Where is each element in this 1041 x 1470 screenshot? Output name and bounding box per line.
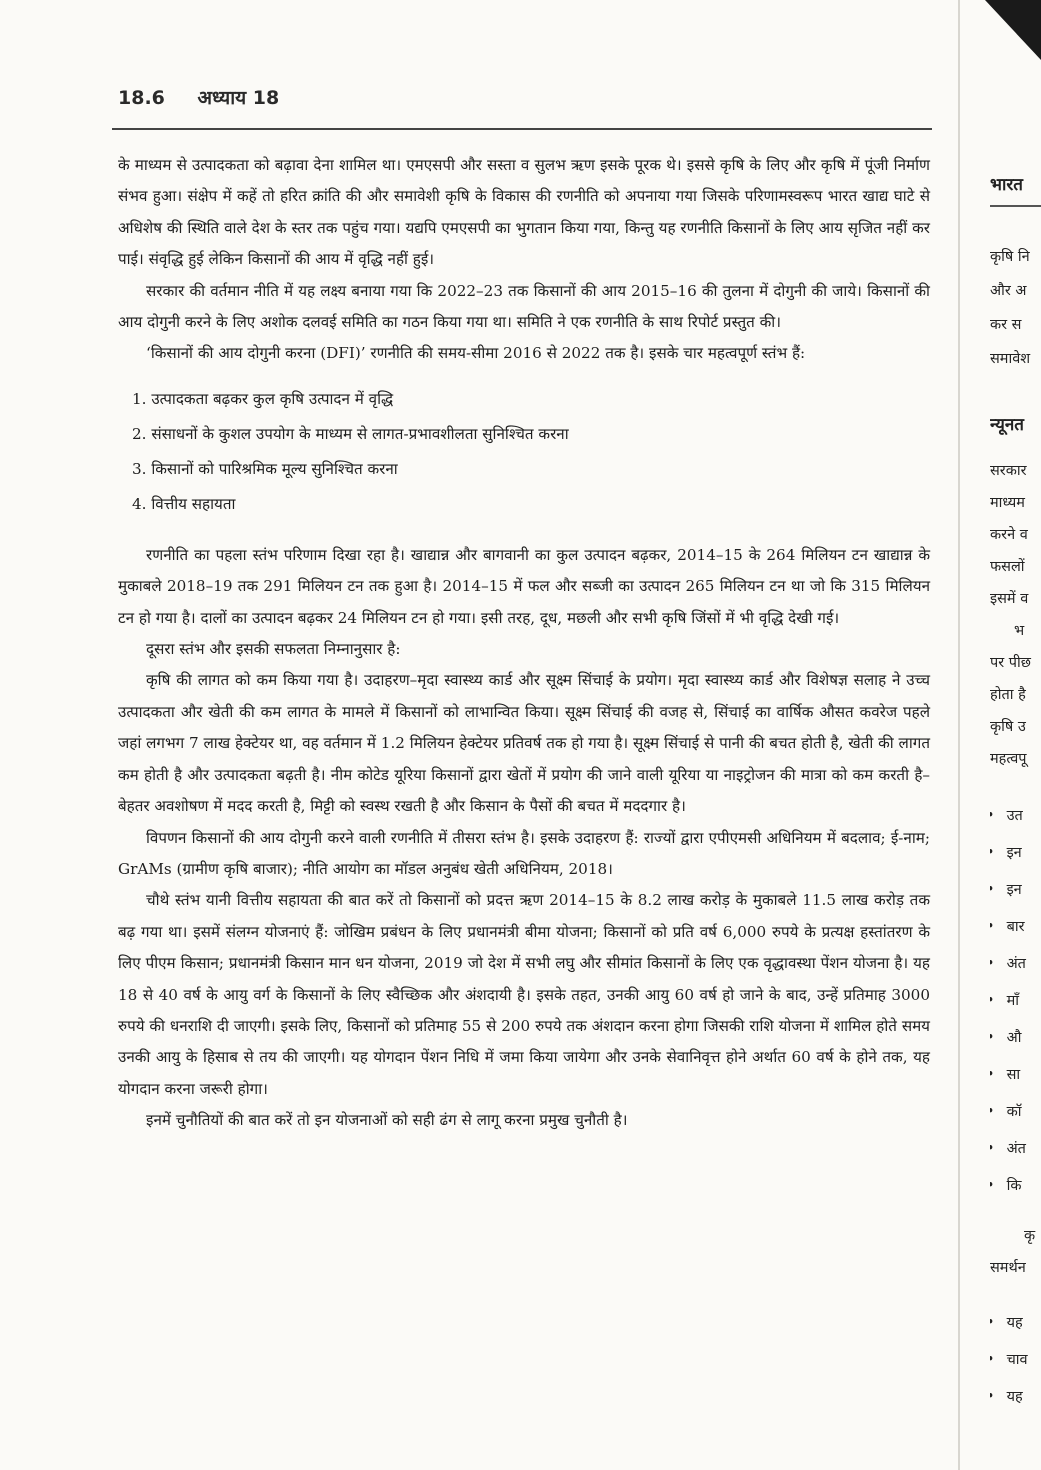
side-line: समावेश: [990, 351, 1031, 367]
paragraph: विपणन किसानों की आय दोगुनी करने वाली रणनीति में तीसरा स्तंभ है। इसके उदाहरण हैं: राज्यों द्वारा एपीएमसी अधिनियम में बदलाव; ई-नाम; GrAMs (ग्रामीण कृषि बाजार); नीति आयोग का मॉडल अनुबंध खेती अधिनियम, 2018।: [118, 828, 930, 878]
list-item: 2. संसाधनों के कुशल उपयोग के माध्यम से लागत-प्रभावशीलता सुनिश्चित करना: [132, 424, 569, 443]
paragraph: कृषि की लागत को कम किया गया है। उदाहरण–मृदा स्वास्थ्य कार्ड और सूक्ष्म सिंचाई के प्रयोग। मृदा स्वास्थ्य कार्ड और विशेषज्ञ सलाह ने उच्च उत्पादकता और खेती की कम लागत के मामले में किसानों को लाभान्वित किया। सूक्ष्म सिंचाई की वजह से, सिंचाई का वार्षिक औसत कवरेज पहले जहां लगभग 7 लाख हेक्टेयर था, वह वर्तमान में 1.2 मिलियन हेक्टेयर प्रतिवर्ष तक हो गया है। सूक्ष्म सिंचाई से पानी की बचत होती है, खेती की लागत कम होती है और उत्पादकता बढ़ती है। नीम कोटेड यूरिया किसानों द्वारा खेतों में प्रयोग की जाने वाली यूरिया या नाइट्रोजन की मात्रा को कम करती है–बेहतर अवशोषण में मदद करती है, मिट्टी को स्वस्थ रखती है और किसान के पैसों की बचत में मददगार है।: [118, 671, 930, 816]
side-line: कृ: [1024, 1228, 1036, 1244]
side-line: सरकार: [990, 463, 1027, 479]
side-line: फसलों: [990, 559, 1025, 575]
side-line: कर स: [990, 317, 1022, 333]
side-bullet: • बार: [990, 916, 1025, 936]
paragraph: सरकार की वर्तमान नीति में यह लक्ष्य बनाया गया कि 2022–23 तक किसानों की आय 2015–16 की तुलना में दोगुनी की जाये। किसानों की आय दोगुनी करने के लिए अशोक दलवई समिति का गठन किया गया था। समिति ने एक रणनीति के साथ रिपोर्ट प्रस्तुत की।: [118, 281, 930, 332]
side-bullet: • इन: [990, 879, 1022, 899]
side-line: कृषि नि: [990, 249, 1030, 265]
page-gutter: [958, 0, 960, 1470]
pillar-list: [118, 382, 930, 522]
page-header: [118, 84, 279, 110]
side-line: करने व: [990, 527, 1028, 543]
side-bullet: • चाव: [990, 1349, 1028, 1369]
side-line: महत्वपू: [990, 751, 1027, 767]
side-line: और अ: [990, 283, 1027, 299]
paragraph: चौथे स्तंभ यानी वित्तीय सहायता की बात करें तो किसानों को प्रदत्त ऋण 2014–15 के 8.2 लाख करोड़ के मुकाबले 11.5 लाख करोड़ तक बढ़ गया था। इसमें संलग्न योजनाएं हैं: जोखिम प्रबंधन के लिए प्रधानमंत्री बीमा योजना; किसानों को प्रति वर्ष 6,000 रुपये के प्रत्यक्ष हस्तांतरण के लिए पीएम किसान; प्रधानमंत्री किसान मान धन योजना, 2019 जो देश में सभी लघु और सीमांत किसानों के लिए एक वृद्धावस्था पेंशन योजना है। यह 18 से 40 वर्ष के आयु वर्ग के किसानों के लिए स्वैच्छिक और अंशदायी है। इसके तहत, उनकी आयु 60 वर्ष हो जाने के बाद, उन्हें प्रतिमाह 3000 रुपये की धनराशि दी जाएगी। इसके लिए, किसानों को प्रतिमाह 55 से 200 रुपये तक अंशदान करना होगा जिसकी राशि योजना में शामिल होते समय उनकी आयु के हिसाब से तय की जाएगी। यह योगदान पेंशन निधि में जमा किया जायेगा और उनके सेवानिवृत्त होने अर्थात 60 वर्ष के होने तक, यह योगदान करना जरूरी होगा।: [118, 891, 930, 1098]
side-line: इसमें व: [990, 591, 1029, 607]
paragraph: दूसरा स्तंभ और इसकी सफलता निम्नानुसार है:: [146, 640, 401, 659]
side-bullet: • अंत: [990, 1138, 1026, 1158]
side-line: कृषि उ: [990, 719, 1026, 735]
page-number: 18.6: [118, 87, 165, 109]
side-heading-rule: [990, 205, 1041, 207]
side-bullet: • कॉ: [990, 1101, 1021, 1121]
side-bullet: • कि: [990, 1175, 1021, 1195]
side-line: पर पीछ: [990, 655, 1031, 671]
main-column: [118, 150, 930, 1137]
list-item: 3. किसानों को पारिश्रमिक मूल्य सुनिश्चित करना: [132, 459, 398, 478]
paragraph: के माध्यम से उत्पादकता को बढ़ावा देना शामिल था। एमएसपी और सस्ता व सुलभ ऋण इसके पूरक थे। इससे कृषि के लिए और कृषि में पूंजी निर्माण संभव हुआ। संक्षेप में कहें तो हरित क्रांति की और समावेशी कृषि के विकास की रणनीति को अपनाया गया जिसके परिणामस्वरूप भारत खाद्य घाटे से अधिशेष की स्थिति वाले देश के स्तर तक पहुंच गया। यद्यपि एमएसपी का भुगतान किया गया, किन्तु यह रणनीति किसानों के लिए आय सृजित नहीं कर पाई। संवृद्धि हुई लेकिन किसानों की आय में वृद्धि नहीं हुई।: [118, 156, 930, 269]
list-item: 4. वित्तीय सहायता: [132, 494, 236, 513]
side-line: होता है: [990, 687, 1026, 703]
side-heading: भारत: [990, 175, 1023, 195]
side-bullet: • औ: [990, 1027, 1021, 1047]
side-bullet: • इन: [990, 842, 1022, 862]
side-line: समर्थन: [990, 1260, 1026, 1276]
paragraph: ‘किसानों की आय दोगुनी करना (DFI)’ रणनीति की समय-सीमा 2016 से 2022 तक है। इसके चार महत्वपूर्ण स्तंभ हैं:: [146, 344, 806, 363]
side-bullet: • उत: [990, 805, 1023, 825]
side-bullet: • यह: [990, 1312, 1023, 1332]
side-bullet: • सा: [990, 1064, 1020, 1084]
list-item: 1. उत्पादकता बढ़कर कुल कृषि उत्पादन में वृद्धि: [132, 389, 394, 408]
side-bullet: • यह: [990, 1386, 1023, 1406]
adjacent-page-column: [990, 0, 1041, 1470]
chapter-title: अध्याय 18: [197, 87, 280, 109]
paragraph: रणनीति का पहला स्तंभ परिणाम दिखा रहा है। खाद्यान्न और बागवानी का कुल उत्पादन बढ़कर, 2014–15 के 264 मिलियन टन खाद्यान्न के मुकाबले 2018–19 तक 291 मिलियन टन तक हुआ है। 2014–15 में फल और सब्जी का उत्पादन 265 मिलियन टन था जो कि 315 मिलियन टन हो गया है। दालों का उत्पादन बढ़कर 24 मिलियन टन हो गया। इसी तरह, दूध, मछली और सभी कृषि जिंसों में भी वृद्धि देखी गई।: [118, 545, 930, 627]
side-bullet: • अंत: [990, 953, 1026, 973]
side-line: भ: [1014, 623, 1025, 639]
paragraph: इनमें चुनौतियों की बात करें तो इन योजनाओं को सही ढंग से लागू करना प्रमुख चुनौती है।: [146, 1111, 628, 1130]
side-line: माध्यम: [990, 495, 1025, 511]
side-bullet: • माँ: [990, 990, 1019, 1010]
header-rule: [112, 128, 932, 130]
side-heading: न्यूनत: [990, 415, 1024, 435]
